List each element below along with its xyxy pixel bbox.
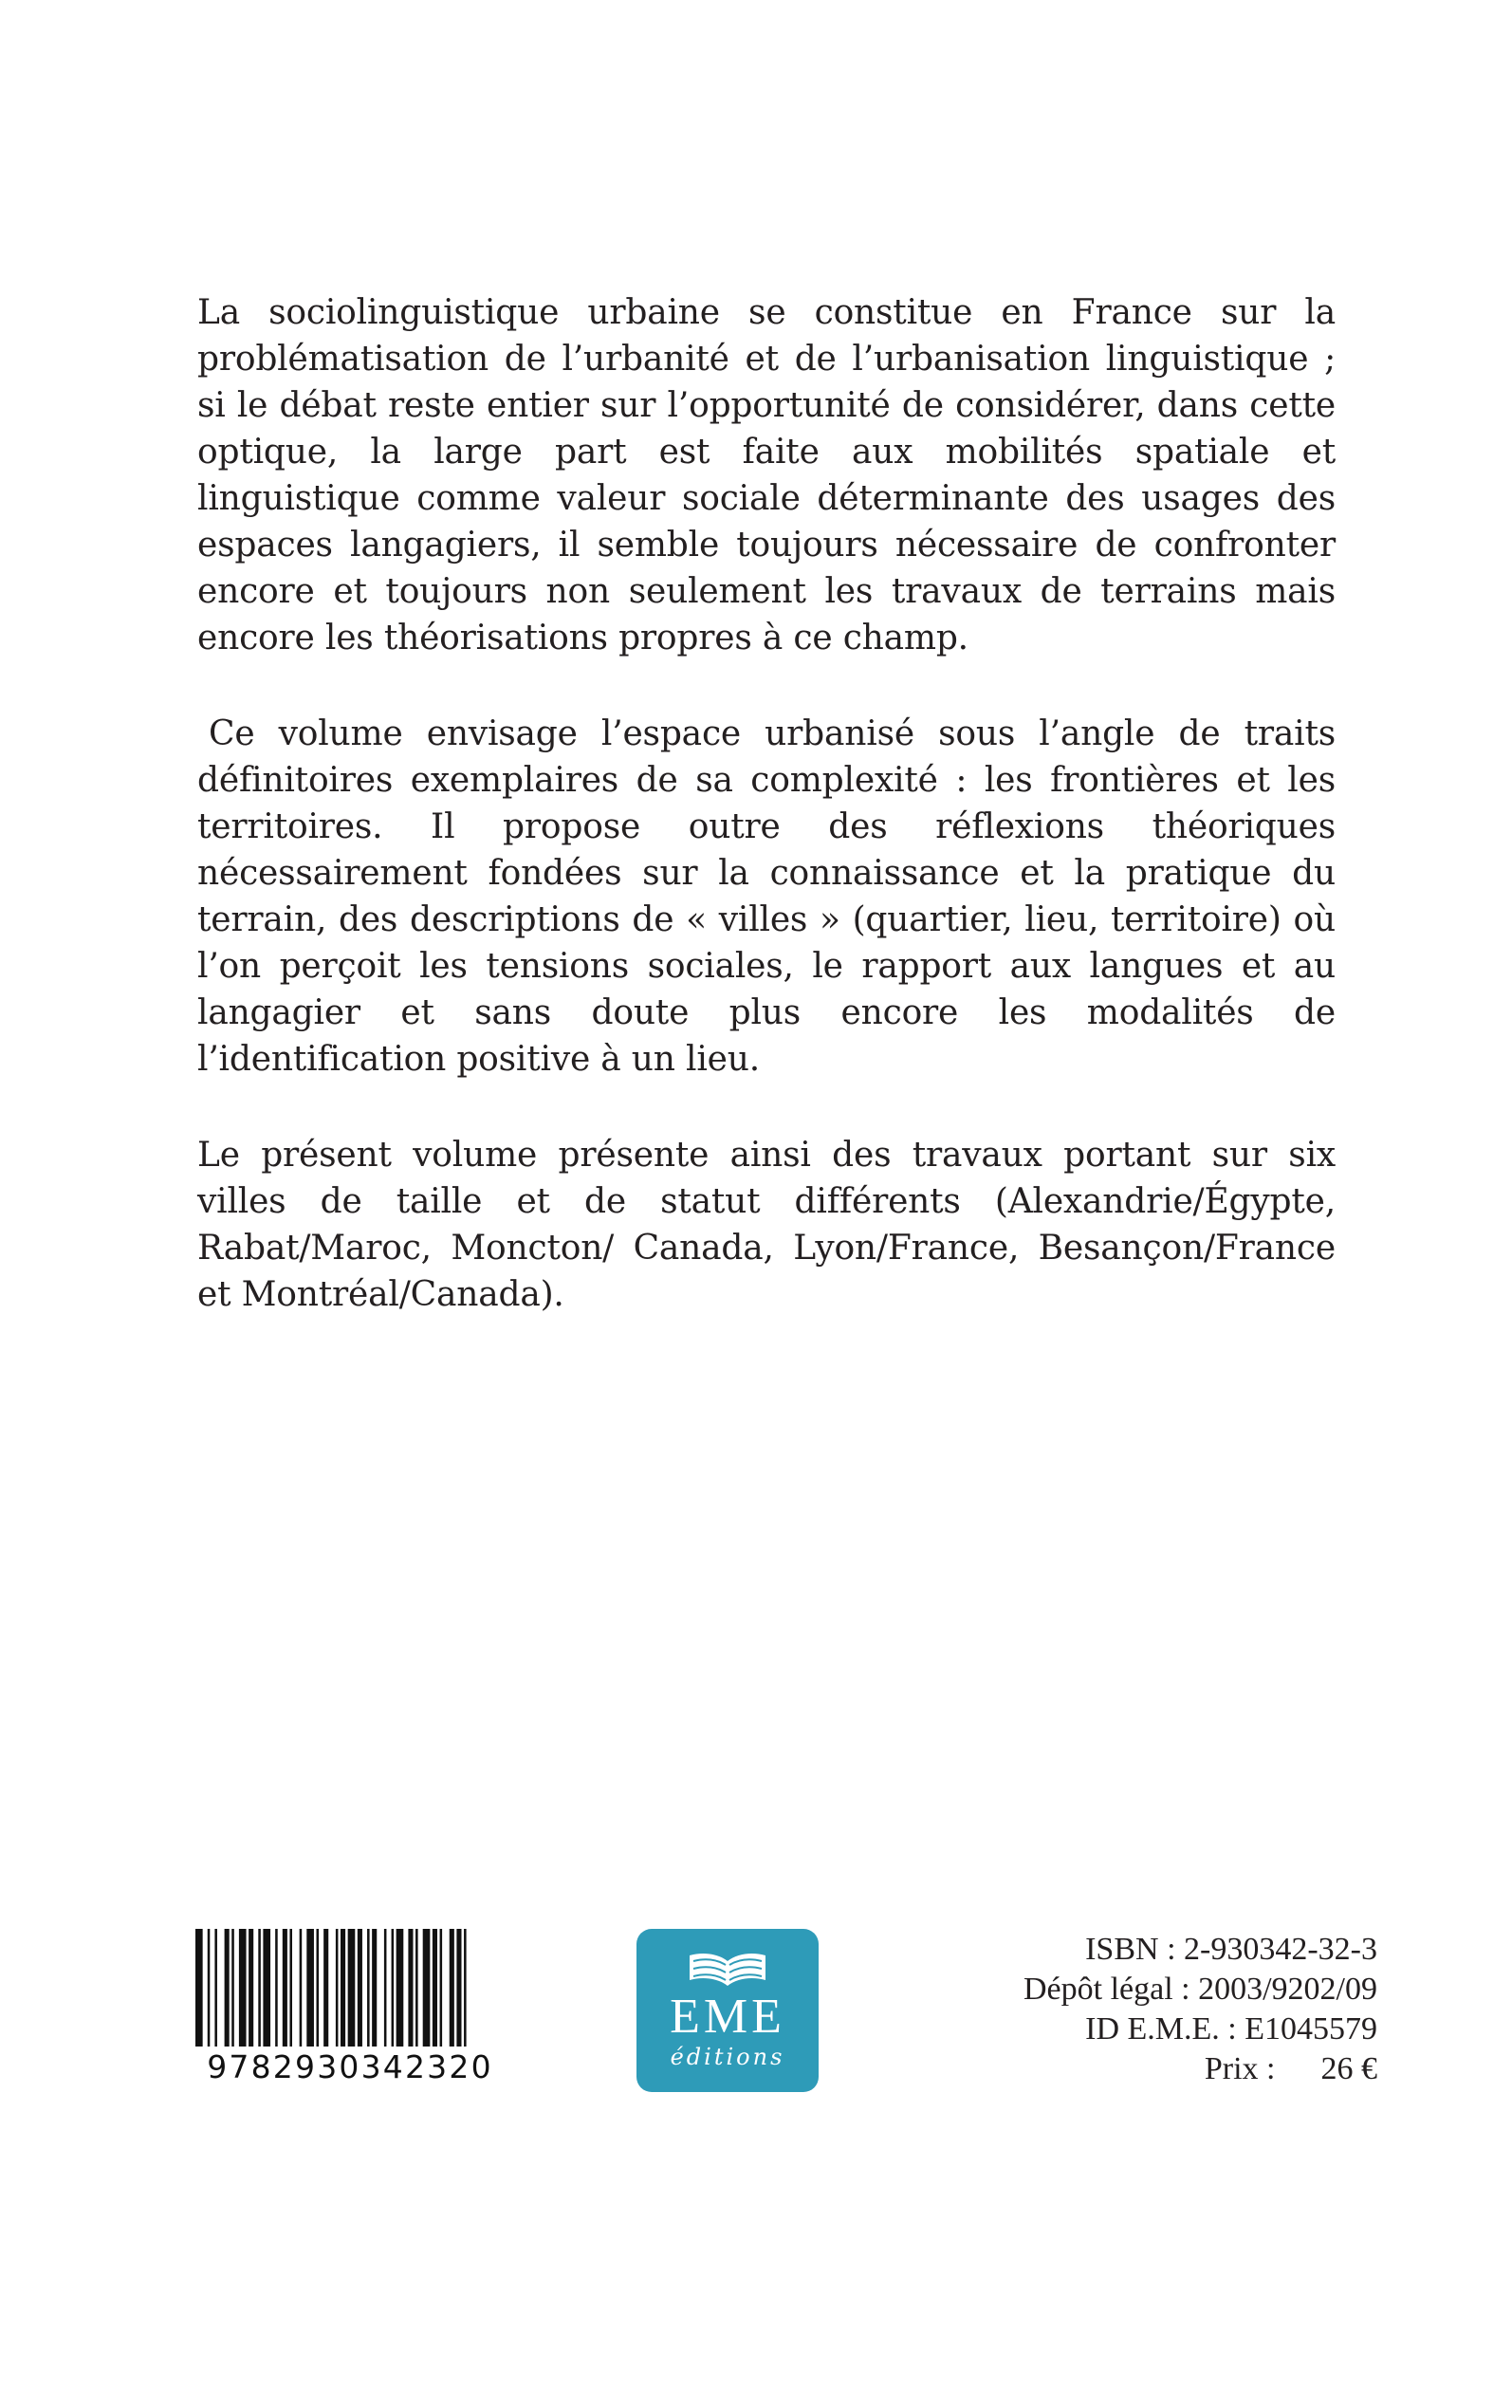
- barcode-bar: [372, 1929, 377, 2050]
- blurb-paragraph-3: Le présent volume présente ainsi des travaux portant sur six villes de taille et de statut différents (Alexandrie/Égypte, Rabat/Maroc, Moncton/ Canada, Lyon/France, Besançon/France et Montréal/Canada).: [197, 1136, 1336, 1314]
- barcode-bar: [433, 1929, 437, 2050]
- barcode-bar: [367, 1929, 370, 2050]
- barcode-bar: [323, 1929, 328, 2050]
- barcode-bar: [275, 1929, 278, 2050]
- barcode-bar: [336, 1929, 339, 2050]
- barcode: [194, 1929, 507, 2096]
- back-cover-blurb: [197, 289, 1336, 1367]
- barcode-bar: [195, 1929, 203, 2050]
- barcode-bar: [348, 1929, 356, 2050]
- barcode-bar: [423, 1929, 431, 2050]
- blurb-paragraph-2: Ce volume envisage l’espace urbanisé sous l’angle de traits définitoires exemplaires de sa complexité : les frontières et les territoires. Il propose outre des réflexions théoriques nécessairement fondées sur la connaissance et la pratique du terrain, des descriptions de « villes » (quartier, lieu, territoire) où l’on perçoit les tensions sociales, le rapport aux langues et au langagier et sans doute plus encore les modalités de l’identification positive à un lieu.: [197, 714, 1336, 1079]
- open-book-icon: [686, 1948, 769, 1991]
- barcode-bar: [358, 1929, 362, 2050]
- logo-name: EME: [670, 1990, 785, 2044]
- barcode-bar: [300, 1929, 303, 2050]
- barcode-bar: [263, 1929, 270, 2050]
- price-label: Prix :: [1204, 2051, 1276, 2086]
- barcode-bar: [450, 1929, 454, 2050]
- barcode-bar: [289, 1929, 292, 2050]
- blurb-paragraph-1: La sociolinguistique urbaine se constitue en France sur la problématisation de l’urbanité et de l’urbanisation linguistique ; si le débat reste entier sur l’opportunité de considérer, dans cette optique, la large part est faite aux mobilités spatiale et linguistique comme valeur sociale déterminante des usages des espaces langagiers, il semble toujours nécessaire de confronter encore et toujours non seulement les travaux de terrains mais encore les théorisations propres à ce champ.: [197, 293, 1336, 658]
- barcode-bar: [384, 1929, 387, 2050]
- barcode-bar: [456, 1929, 461, 2050]
- publisher-logo: [636, 1929, 819, 2092]
- publisher-id: ID E.M.E. : E1045579: [1085, 2011, 1377, 2047]
- barcode-bar: [306, 1929, 314, 2050]
- barcode-bar: [396, 1929, 404, 2050]
- legal-deposit: Dépôt légal : 2003/9202/09: [1023, 1972, 1377, 2007]
- barcode-bar: [225, 1929, 230, 2050]
- barcode-bar: [231, 1929, 234, 2050]
- barcode-bar: [341, 1929, 345, 2050]
- price-value: 26 €: [1320, 2051, 1377, 2086]
- barcode-bar: [464, 1929, 467, 2050]
- barcode-bar: [214, 1929, 217, 2050]
- barcode-bars: [194, 1929, 507, 2050]
- barcode-bar: [408, 1929, 413, 2050]
- barcode-bar: [392, 1929, 395, 2050]
- price: [979, 2049, 1377, 2089]
- barcode-bar: [283, 1929, 287, 2050]
- barcode-bar: [239, 1929, 247, 2050]
- barcode-bar: [208, 1929, 211, 2050]
- barcode-bar: [258, 1929, 261, 2050]
- isbn: ISBN : 2-930342-32-3: [1085, 1932, 1377, 1967]
- publication-info: [979, 1930, 1377, 2089]
- barcode-bar: [415, 1929, 418, 2050]
- logo-subtitle: éditions: [670, 2044, 785, 2070]
- barcode-digits: 9782930342320: [194, 2047, 507, 2088]
- barcode-bar: [249, 1929, 253, 2050]
- barcode-bar: [440, 1929, 443, 2050]
- barcode-bar: [317, 1929, 320, 2050]
